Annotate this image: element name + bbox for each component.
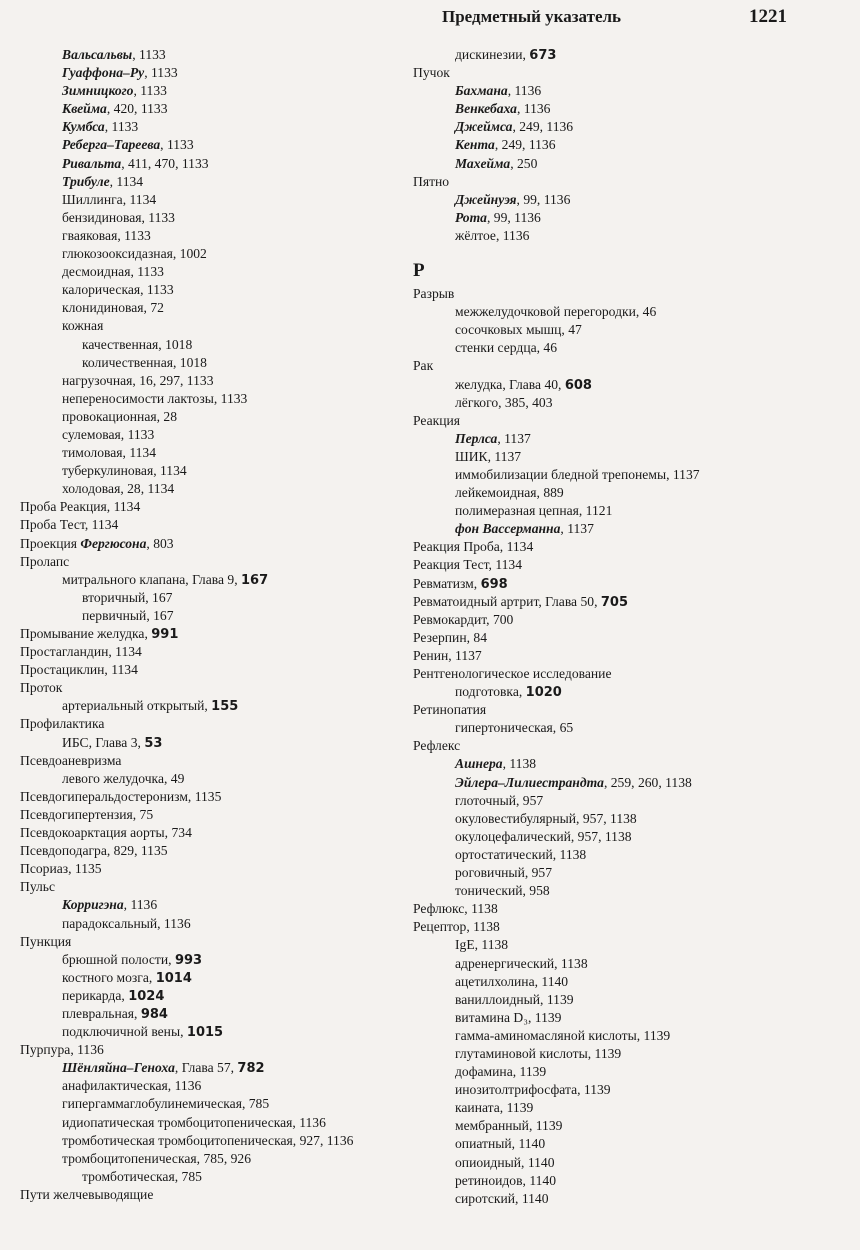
- entry-text: , 1134: [109, 173, 144, 189]
- eponym-term: Джейнуэя: [455, 191, 517, 207]
- index-entry: [20, 824, 430, 842]
- index-entry: [20, 679, 430, 697]
- index-subentry: [20, 336, 430, 354]
- index-subentry: [20, 951, 430, 969]
- index-entry: [20, 498, 430, 516]
- index-subentry: [413, 864, 833, 882]
- index-subentry: [20, 444, 430, 462]
- entry-text: , 249, 1136: [512, 119, 574, 135]
- index-entry: [413, 285, 833, 303]
- index-subentry: [20, 136, 430, 154]
- index-entry: [413, 918, 833, 936]
- entry-text: тимоловая, 1134: [62, 445, 157, 461]
- entry-text: десмоидная, 1133: [62, 264, 164, 280]
- index-subentry: [413, 936, 833, 954]
- entry-text: Реакция Тест, 1134: [413, 557, 523, 573]
- index-entry: [413, 593, 833, 611]
- entry-text: кожная: [62, 318, 104, 334]
- index-subentry: [20, 263, 430, 281]
- main-page-ref: 993: [174, 952, 203, 968]
- index-subentry: [413, 339, 833, 357]
- index-subentry: [413, 303, 833, 321]
- entry-text: Пролапс: [20, 553, 70, 569]
- entry-text: сосочковых мышц, 47: [455, 322, 582, 338]
- entry-text: клонидиновая, 72: [62, 300, 164, 316]
- entry-text: туберкулиновая, 1134: [62, 463, 187, 479]
- index-entry: [413, 538, 833, 556]
- index-entry: [20, 643, 430, 661]
- entry-text: полимеразная цепная, 1121: [455, 503, 613, 519]
- index-subentry: [413, 448, 833, 466]
- page-number: 1221: [749, 6, 787, 27]
- entry-text: Псевдоаневризма: [20, 752, 122, 768]
- index-subentry: [20, 1150, 430, 1168]
- entry-text: Пункция: [20, 933, 72, 949]
- entry-text: Ретинопатия: [413, 702, 487, 718]
- index-entry: [20, 933, 430, 951]
- index-subentry: [20, 1005, 430, 1023]
- index-subentry: [413, 683, 833, 701]
- main-page-ref: 705: [600, 594, 629, 610]
- entry-text: Простациклин, 1134: [20, 662, 138, 678]
- index-subentry: [413, 828, 833, 846]
- entry-text: иммобилизации бледной трепонемы, 1137: [455, 466, 700, 482]
- index-entry: [20, 788, 430, 806]
- entry-text: , 1137: [560, 521, 594, 537]
- entry-text: , 1133: [144, 65, 178, 81]
- index-subentry: [413, 792, 833, 810]
- eponym-term: Квейма: [62, 101, 107, 117]
- index-subentry: [20, 191, 430, 209]
- main-page-ref: 1014: [155, 970, 192, 986]
- index-subentry: [20, 734, 430, 752]
- eponym-term: Вальсальвы: [62, 47, 133, 62]
- entry-text: гваяковая, 1133: [62, 227, 151, 243]
- index-subentry: [20, 896, 430, 914]
- index-entry: [20, 535, 430, 553]
- index-subentry: [413, 1045, 833, 1063]
- index-subentry: [20, 245, 430, 263]
- entry-text: Рентгенологическое исследование: [413, 666, 612, 681]
- index-entry: [413, 575, 833, 593]
- entry-text: ИБС, Глава 3,: [62, 734, 145, 750]
- index-subentry: [20, 64, 430, 82]
- entry-text: бензидиновая, 1133: [62, 209, 175, 225]
- entry-text: анафилактическая, 1136: [62, 1078, 202, 1094]
- index-subentry: [20, 118, 430, 136]
- eponym-term: Эйлера–Лилиестрандта: [455, 774, 604, 790]
- entry-text: опиатный, 1140: [455, 1136, 546, 1152]
- index-subentry: [413, 376, 833, 394]
- index-subentry: [20, 1023, 430, 1041]
- index-subentry: [20, 480, 430, 498]
- index-subentry: [413, 1154, 833, 1172]
- entry-text: , Глава 57,: [174, 1060, 238, 1076]
- eponym-term: Джеймса: [455, 119, 513, 135]
- index-subentry: [413, 755, 833, 773]
- index-subentry: [413, 394, 833, 412]
- entry-text: тромботическая, 785: [82, 1168, 202, 1184]
- index-subentry: [20, 462, 430, 480]
- main-page-ref: 53: [144, 735, 163, 751]
- main-page-ref: 608: [564, 377, 592, 393]
- entry-text: глюкозооксидазная, 1002: [62, 246, 207, 262]
- entry-text: , 249, 1136: [494, 137, 556, 153]
- entry-text: Рефлекс: [413, 738, 461, 754]
- entry-text: окуловестибулярный, 957, 1138: [455, 810, 637, 826]
- index-subentry: [20, 209, 430, 227]
- index-entry: [20, 842, 430, 860]
- entry-text: стенки сердца, 46: [455, 340, 558, 356]
- index-subentry: [20, 1077, 430, 1095]
- index-subentry: [20, 390, 430, 408]
- eponym-term: Корригэна: [62, 897, 124, 913]
- entry-text: непереносимости лактозы, 1133: [62, 390, 248, 406]
- entry-text: Простагландин, 1134: [20, 644, 142, 660]
- entry-text: Профилактика: [20, 716, 105, 732]
- entry-text: глутаминовой кислоты, 1139: [455, 1045, 622, 1061]
- index-subentry: [20, 82, 430, 100]
- index-entry: [20, 860, 430, 878]
- section-letter: [413, 257, 833, 285]
- index-subentry: [20, 571, 430, 589]
- index-subentry: [20, 607, 430, 625]
- index-subentry: [413, 1027, 833, 1045]
- entry-text: Пути желчевыводящие: [20, 1186, 154, 1202]
- entry-text: качественная, 1018: [82, 336, 193, 352]
- index-entry: [413, 412, 833, 430]
- index-subentry: [413, 955, 833, 973]
- eponym-term: Зимницкого: [62, 83, 134, 99]
- entry-text: , 1133: [132, 47, 166, 62]
- index-entry: [413, 556, 833, 574]
- entry-text: Псориаз, 1135: [20, 861, 102, 877]
- eponym-term: Рота: [455, 209, 487, 225]
- index-subentry: [413, 430, 833, 448]
- entry-text: , 259, 260, 1138: [603, 774, 692, 790]
- entry-text: Р: [413, 260, 425, 282]
- eponym-term: Кумбса: [62, 119, 105, 135]
- index-subentry: [413, 810, 833, 828]
- index-entry: [20, 625, 430, 643]
- index-entry: [20, 1186, 430, 1204]
- entry-text: Проба Тест, 1134: [20, 517, 119, 533]
- entry-text: гипертоническая, 65: [455, 720, 574, 736]
- index-subentry: [413, 973, 833, 991]
- index-subentry: [413, 719, 833, 737]
- entry-text: Реакция: [413, 412, 461, 428]
- index-subentry: [20, 987, 430, 1005]
- eponym-term: Реберга–Тареева: [62, 137, 161, 153]
- entry-text: лёгкого, 385, 403: [455, 394, 553, 410]
- main-page-ref: 1020: [525, 685, 562, 701]
- entry-text: костного мозга,: [62, 969, 156, 985]
- index-entry: [413, 647, 833, 665]
- entry-text: холодовая, 28, 1134: [62, 481, 175, 497]
- entry-text: Разрыв: [413, 286, 455, 302]
- entry-text: парадоксальный, 1136: [62, 915, 191, 931]
- eponym-term: Гуаффона–Ру: [62, 65, 145, 81]
- entry-text: , 1136: [123, 897, 158, 913]
- index-subentry: [413, 991, 833, 1009]
- entry-text: Проекция: [20, 535, 81, 551]
- index-subentry: [20, 1114, 430, 1132]
- index-subentry: [413, 1081, 833, 1099]
- entry-text: IgE, 1138: [455, 937, 509, 953]
- index-entry: [20, 715, 430, 733]
- entry-text: количественная, 1018: [82, 354, 207, 370]
- entry-text: дофамина, 1139: [455, 1064, 547, 1080]
- entry-text: ретиноидов, 1140: [455, 1172, 557, 1188]
- index-subentry: [20, 969, 430, 987]
- index-subentry: [413, 1172, 833, 1190]
- entry-text: глоточный, 957: [455, 792, 544, 808]
- entry-text: дискинезии,: [455, 47, 530, 62]
- eponym-term: Ашнера: [455, 756, 503, 772]
- eponym-term: Ривальта: [62, 155, 122, 171]
- index-subentry: [413, 1190, 833, 1208]
- index-subentry: [20, 354, 430, 372]
- index-subentry: [20, 173, 430, 191]
- entry-text: гамма-аминомасляной кислоты, 1139: [455, 1027, 671, 1043]
- index-subentry: [413, 1063, 833, 1081]
- entry-text: Проток: [20, 680, 63, 696]
- entry-text: , 99, 1136: [516, 191, 571, 207]
- index-subentry: [413, 1135, 833, 1153]
- entry-text: Рак: [413, 358, 434, 374]
- entry-text: тромботическая тромбоцитопеническая, 927, 1136: [62, 1132, 354, 1148]
- index-subentry: [20, 1168, 430, 1186]
- index-entry: [413, 173, 833, 191]
- entry-text: Пульс: [20, 879, 56, 895]
- index-subentry: [413, 321, 833, 339]
- index-entry: [413, 357, 833, 375]
- main-page-ref: 167: [241, 572, 269, 588]
- index-subentry: [413, 209, 833, 227]
- main-page-ref: 991: [151, 627, 179, 642]
- index-subentry: [20, 372, 430, 390]
- entry-text: Псевдогиперальдостеронизм, 1135: [20, 788, 222, 804]
- index-subentry: [413, 82, 833, 100]
- entry-text: подготовка,: [455, 684, 526, 700]
- entry-text: сулемовая, 1133: [62, 426, 155, 442]
- eponym-term: фон Вассерманна: [455, 521, 561, 537]
- entry-text: инозитолтрифосфата, 1139: [455, 1082, 611, 1098]
- index-subentry: [20, 299, 430, 317]
- entry-text: лейкемоидная, 889: [455, 485, 564, 501]
- index-entry: [20, 752, 430, 770]
- index-entry: [413, 900, 833, 918]
- entry-text: плевральная,: [62, 1005, 141, 1021]
- index-subentry: [20, 227, 430, 245]
- entry-text: ШИК, 1137: [455, 448, 522, 464]
- entry-text: , 1133: [160, 137, 194, 153]
- entry-text: ацетилхолина, 1140: [455, 973, 569, 989]
- eponym-term: Трибуле: [62, 173, 110, 189]
- index-subentry: [20, 100, 430, 118]
- index-subentry: [413, 882, 833, 900]
- entry-text: сиротский, 1140: [455, 1190, 549, 1206]
- entry-text: Реакция Проба, 1134: [413, 539, 534, 555]
- index-subentry: [413, 1009, 833, 1027]
- index-subentry: [413, 1099, 833, 1117]
- entry-text: гипергаммаглобулинемическая, 785: [62, 1096, 270, 1112]
- entry-text: жёлтое, 1136: [455, 227, 530, 243]
- index-subentry: [413, 774, 833, 792]
- eponym-term: Фергюсона: [80, 535, 147, 551]
- entry-text: , 803: [146, 535, 174, 551]
- index-subentry: [20, 317, 430, 335]
- index-subentry: [20, 281, 430, 299]
- index-subentry: [413, 484, 833, 502]
- main-page-ref: 1015: [186, 1025, 224, 1041]
- entry-text: межжелудочковой перегородки, 46: [455, 304, 657, 320]
- entry-text: Псевдокоарктация аорты, 734: [20, 825, 192, 841]
- entry-text: вторичный, 167: [82, 589, 173, 605]
- index-subentry: [413, 136, 833, 154]
- entry-text: Пятно: [413, 173, 450, 189]
- entry-text: желудка, Глава 40,: [455, 376, 565, 392]
- main-page-ref: 984: [140, 1006, 168, 1022]
- entry-text: калорическая, 1133: [62, 282, 174, 298]
- index-subentry: [20, 770, 430, 788]
- index-entry: [20, 878, 430, 896]
- index-subentry: [413, 227, 833, 245]
- entry-text: , 1138: [502, 756, 537, 772]
- index-column-left: [20, 46, 430, 1204]
- eponym-term: Кента: [455, 137, 495, 153]
- bleed-through-text: [120, 4, 124, 24]
- eponym-term: Махейма: [455, 155, 511, 171]
- entry-text: каината, 1139: [455, 1100, 534, 1116]
- entry-text: перикарда,: [62, 987, 129, 1003]
- entry-text: , 1136: [507, 83, 542, 99]
- index-subentry: [20, 408, 430, 426]
- index-subentry: [413, 1117, 833, 1135]
- entry-text: Ревматизм,: [413, 575, 481, 591]
- entry-text: окулоцефалический, 957, 1138: [455, 828, 632, 844]
- index-subentry: [20, 46, 430, 64]
- entry-text: , 1137: [497, 430, 531, 446]
- eponym-term: Венкебаха: [455, 101, 517, 117]
- index-entry: [20, 806, 430, 824]
- page-header: [442, 4, 787, 30]
- entry-text: адренергический, 1138: [455, 955, 588, 971]
- index-column-right: [413, 46, 833, 1208]
- index-entry: [413, 701, 833, 719]
- entry-text: Промывание желудка,: [20, 626, 152, 641]
- entry-text: Псевдоподагра, 829, 1135: [20, 843, 168, 859]
- index-entry: [413, 611, 833, 629]
- entry-text: митрального клапана, Глава 9,: [62, 571, 241, 587]
- index-subentry: [413, 155, 833, 173]
- entry-text: , 250: [510, 155, 538, 171]
- index-entry: [413, 737, 833, 755]
- entry-text: Пурпура, 1136: [20, 1042, 104, 1058]
- entry-text: , 1133: [133, 83, 167, 99]
- entry-text: Рефлюкс, 1138: [413, 901, 498, 917]
- index-entry: [20, 1041, 430, 1059]
- index-subentry: [413, 46, 833, 64]
- index-entry: [413, 665, 833, 683]
- entry-text: артериальный открытый,: [62, 698, 212, 714]
- entry-text: Шиллинга, 1134: [62, 191, 157, 207]
- eponym-term: Перлса: [455, 430, 498, 446]
- entry-text: Проба Реакция, 1134: [20, 499, 141, 515]
- entry-text: ваниллоидный, 1139: [455, 991, 574, 1007]
- index-subentry: [20, 697, 430, 715]
- index-entry: [20, 661, 430, 679]
- entry-text: Рецептор, 1138: [413, 919, 500, 935]
- index-subentry: [20, 1095, 430, 1113]
- entry-text: брюшной полости,: [62, 951, 175, 967]
- index-subentry: [20, 1132, 430, 1150]
- entry-text: витамина D₃, 1139: [455, 1009, 562, 1025]
- main-page-ref: 782: [237, 1061, 265, 1077]
- entry-text: подключичной вены,: [62, 1024, 187, 1040]
- main-page-ref: 673: [529, 48, 557, 63]
- entry-text: мембранный, 1139: [455, 1118, 563, 1134]
- index-subentry: [20, 426, 430, 444]
- index-subentry: [413, 466, 833, 484]
- entry-text: тромбоцитопеническая, 785, 926: [62, 1150, 252, 1166]
- entry-text: левого желудочка, 49: [62, 770, 185, 786]
- entry-text: Ревмокардит, 700: [413, 611, 514, 627]
- entry-text: идиопатическая тромбоцитопеническая, 1136: [62, 1114, 326, 1130]
- index-subentry: [413, 502, 833, 520]
- entry-text: Псевдогипертензия, 75: [20, 806, 154, 822]
- main-page-ref: 1024: [128, 988, 165, 1004]
- entry-text: ортостатический, 1138: [455, 846, 587, 862]
- entry-text: , 411, 470, 1133: [121, 155, 209, 171]
- entry-text: , 420, 1133: [106, 101, 168, 117]
- index-subentry: [413, 520, 833, 538]
- entry-text: , 1133: [104, 119, 139, 135]
- entry-text: , 99, 1136: [486, 209, 541, 225]
- entry-text: Резерпин, 84: [413, 629, 487, 645]
- index-entry: [20, 553, 430, 571]
- entry-text: опиоидный, 1140: [455, 1154, 555, 1170]
- entry-text: роговичный, 957: [455, 865, 553, 881]
- entry-text: Ренин, 1137: [413, 647, 482, 663]
- index-subentry: [20, 915, 430, 933]
- main-page-ref: 698: [480, 576, 508, 592]
- index-subentry: [413, 100, 833, 118]
- index-subentry: [413, 191, 833, 209]
- index-subentry: [413, 118, 833, 136]
- index-entry: [413, 64, 833, 82]
- index-subentry: [20, 155, 430, 173]
- main-page-ref: 155: [211, 699, 239, 715]
- entry-text: провокационная, 28: [62, 408, 177, 424]
- eponym-term: Бахмана: [455, 83, 508, 99]
- entry-text: тонический, 958: [455, 883, 550, 899]
- index-entry: [413, 629, 833, 647]
- eponym-term: Шёнляйна–Геноха: [62, 1060, 175, 1076]
- entry-text: первичный, 167: [82, 607, 174, 623]
- index-entry: [20, 516, 430, 534]
- entry-text: Ревматоидный артрит, Глава 50,: [413, 593, 601, 609]
- index-subentry: [413, 846, 833, 864]
- entry-text: Пучок: [413, 65, 450, 81]
- entry-text: , 1136: [516, 101, 551, 117]
- index-subentry: [20, 589, 430, 607]
- index-subentry: [20, 1059, 430, 1077]
- entry-text: нагрузочная, 16, 297, 1133: [62, 372, 214, 388]
- header-title: Предметный указатель: [442, 7, 622, 26]
